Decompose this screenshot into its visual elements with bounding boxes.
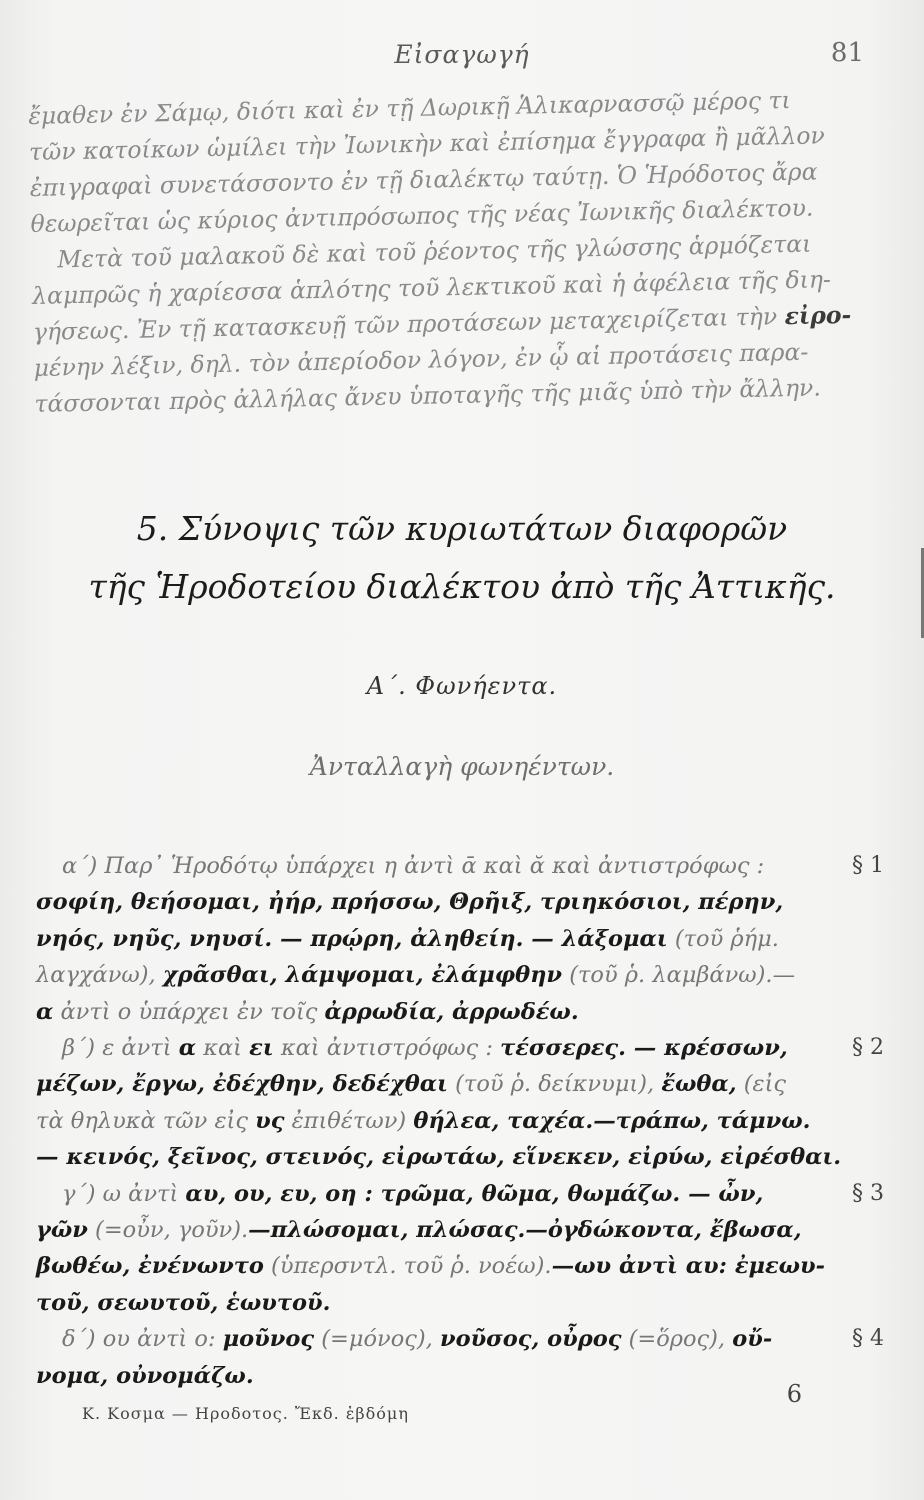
example-words: χρᾶσθαι, λάμψομαι, ἐλάμφθην <box>162 962 563 989</box>
footer-imprint: Κ. Κοσμα — Ηροδοτος. Ἔκδ. ἑβδόμη <box>82 1404 409 1423</box>
intro-line: ἐπιγραφαὶ συνετάσσοντο ἐν τῇ διαλέκτῳ ταύτῃ. Ὁ Ἡρόδοτος ἄρα <box>29 157 818 202</box>
intro-line: Μετὰ τοῦ μαλακοῦ δὲ καὶ τοῦ ῥέοντος τῆς γλώσσης ἁρμόζεται <box>57 229 812 274</box>
rule-text: (=οὖν, γοῦν). <box>87 1217 249 1244</box>
rule-text: καὶ ἀντιστρόφως : <box>273 1035 501 1062</box>
rule-text: (ὑπερσντλ. τοῦ ῥ. νοέω). <box>263 1253 552 1280</box>
rule-line <box>36 1176 884 1212</box>
example-words: α <box>36 998 54 1025</box>
example-words: νομα, οὐνομάζω. <box>36 1362 254 1389</box>
section-mark: § 4 <box>852 1326 884 1352</box>
section-mark: § 1 <box>852 853 884 878</box>
rule-line <box>36 884 856 920</box>
rule-line <box>36 1103 856 1139</box>
intro-bold-term: εἰρο- <box>784 300 852 331</box>
example-words: βωθέω, ἐνένωντο <box>36 1253 264 1280</box>
rule-line <box>36 957 856 993</box>
intro-line: τάσσονται πρὸς ἀλλήλας ἄνευ ὑποταγῆς τῆς μιᾶς ὑπὸ τὴν ἄλλην. <box>34 373 822 418</box>
rule-line <box>36 1358 856 1394</box>
subheading-vowels: Α΄. Φωνήεντα. <box>366 672 558 700</box>
intro-line: μένην λέξιν, δηλ. τὸν ἀπερίοδον λόγον, ἐν ᾧ αἱ προτάσεις παρα- <box>33 337 809 382</box>
section-title-line: 5. Σύνοψις τῶν κυριωτάτων διαφορῶν <box>136 509 788 548</box>
section-mark: § 3 <box>852 1180 884 1206</box>
example-words: α <box>178 1035 197 1062</box>
intro-line: λαμπρῶς ἡ χαρίεσσα ἁπλότης τοῦ λεκτικοῦ καὶ ἡ ἀφέλεια τῆς διη- <box>31 265 832 310</box>
rule-text: α΄) Παρ᾽ Ἡροδότῳ ὑπάρχει <box>62 853 377 879</box>
section-title <box>0 500 924 616</box>
intro-line: τῶν κατοίκων ὡμίλει τὴν Ἰωνικὴν καὶ ἐπίσημα ἔγγραφα ἢ μᾶλλον <box>28 121 826 166</box>
rule-text: γ΄) ω ἀντὶ <box>62 1180 186 1207</box>
example-words: σοφίη, θεήσομαι, ἠήρ, πρήσσω, Θρῆιξ, τριηκόσιοι, πέρην, <box>36 889 784 916</box>
example-words: ἔωθα, <box>661 1071 737 1098</box>
example-words: νηός, νηῦς, νηυσί. — πρῴρη, ἀληθείη. — λάξομαι <box>36 925 668 952</box>
rule-line <box>36 1321 884 1357</box>
rule-line <box>36 994 856 1030</box>
rule-line <box>36 1066 856 1102</box>
example-words: μέζων, ἔργω, ἐδέχθην, δεδέχθαι <box>36 1071 448 1098</box>
rule-text: δ΄) ου ἀντὶ ο: <box>62 1326 223 1353</box>
example-words: ἀρρωδία, ἀρρωδέω. <box>324 998 579 1025</box>
example-words: ει <box>249 1035 274 1062</box>
example-words: υς <box>255 1107 285 1134</box>
example-words: θήλεα, ταχέα.—τράπω, τάμνω. <box>413 1107 811 1134</box>
rule-text: (τοῦ ῥ. λαμβάνω).— <box>562 962 796 989</box>
rule-text: (τοῦ ῥήμ. <box>667 925 779 952</box>
rule-text: β΄) ε ἀντὶ <box>62 1035 179 1062</box>
rule-line <box>36 1248 856 1284</box>
rule-text: ἀντὶ ᾱ καὶ ᾰ καὶ ἀντιστρόφως : <box>404 853 765 879</box>
intro-line-text: γήσεως. Ἐν τῇ κατασκευῇ τῶν προτάσεων μεταχειρίζεται τὴν <box>32 302 778 346</box>
running-head: Εἰσαγωγή <box>394 40 530 69</box>
section-title-line: τῆς Ἡροδοτείου διαλέκτου ἀπὸ τῆς Ἀττικῆς. <box>88 567 836 606</box>
page-number: 81 <box>830 38 864 68</box>
rule-text: ἐπιθέτων) <box>284 1107 414 1134</box>
signature-number: 6 <box>786 1380 802 1408</box>
example-words: αυ, ου, ευ, οη : <box>185 1180 381 1207</box>
rule-line <box>36 921 856 957</box>
rule-line <box>36 1285 856 1321</box>
rule-text: λαγχάνω), <box>36 962 163 989</box>
rule-line <box>36 1030 884 1066</box>
subheading-vowel-exchange: Ἀνταλλαγὴ φωνηέντων. <box>309 752 615 781</box>
example-words: τρῶμα, θῶμα, θωμάζω. — ὦν, <box>380 1180 764 1207</box>
example-words: γῶν <box>36 1217 88 1244</box>
rule-line <box>36 848 884 884</box>
rule-text: ἀντὶ ο ὑπάρχει ἐν τοῖς <box>53 998 325 1025</box>
intro-line: ἔμαθεν ἐν Σάμῳ, διότι καὶ ἐν τῇ Δωρικῇ Ἁλικαρνασσῷ μέρος τι <box>28 86 791 130</box>
example-words: —πλώσομαι, πλώσας.—ὀγδώκοντα, ἔβωσα, <box>248 1217 802 1244</box>
example-words: — κεινός, ξεῖνος, στεινός, εἰρωτάω, εἵνεκεν, εἰρύω, εἰρέσθαι. <box>36 1144 842 1171</box>
rule-text: τὰ θηλυκὰ τῶν εἰς <box>36 1107 256 1134</box>
intro-paragraph <box>28 81 852 421</box>
rule-text: (τοῦ ῥ. δείκνυμι), <box>447 1071 662 1098</box>
example-words: νοῦσος, οὖρος <box>439 1326 622 1353</box>
section-mark: § 2 <box>852 1035 884 1061</box>
example-words: τέσσερες. — κρέσσων, <box>500 1035 788 1062</box>
example-words: τοῦ, σεωυτοῦ, ἑωυτοῦ. <box>36 1289 331 1316</box>
rule-line <box>36 1212 856 1248</box>
rule-text: η <box>376 853 405 879</box>
rule-text: (=μόνος), <box>314 1326 440 1353</box>
intro-line: θεωρεῖται ὡς κύριος ἀντιπρόσωπος τῆς νέας Ἰωνικῆς διαλέκτου. <box>30 193 814 238</box>
rule-text: (=ὅρος), <box>621 1326 733 1353</box>
example-words: οὔ- <box>732 1326 773 1353</box>
example-words: μοῦνος <box>222 1326 315 1353</box>
example-words: —ωυ ἀντὶ αυ: ἐμεωυ- <box>551 1253 826 1280</box>
rule-text: (εἰς <box>736 1071 787 1098</box>
rules-text <box>36 848 884 1394</box>
rule-text: καὶ <box>196 1035 250 1062</box>
rule-line <box>36 1139 856 1175</box>
